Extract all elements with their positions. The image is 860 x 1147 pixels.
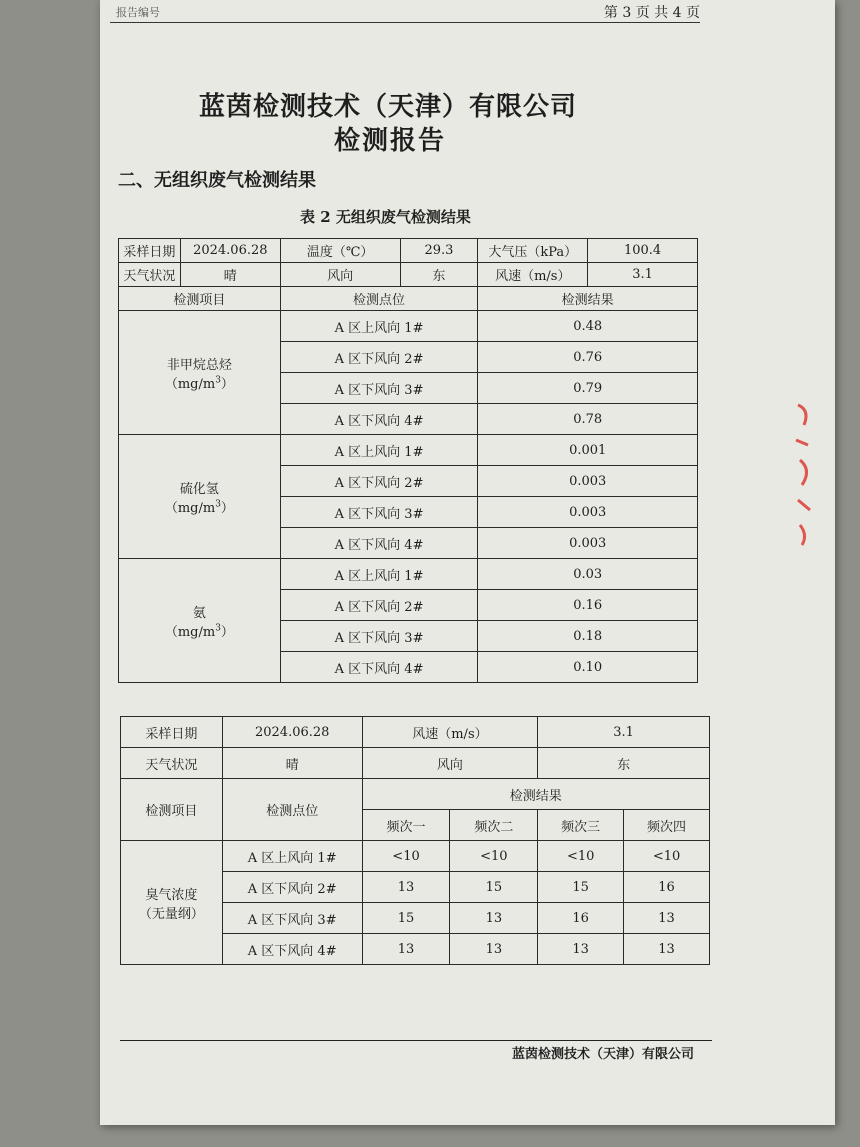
table-row bbox=[121, 841, 710, 872]
report-title: 检测报告 bbox=[333, 126, 446, 156]
wind-direction-value: 东 bbox=[538, 748, 710, 779]
result-cell: 0.003 bbox=[478, 497, 698, 528]
point-cell: A 区下风向 4# bbox=[280, 652, 478, 683]
item-cell bbox=[119, 311, 281, 435]
item-name: 氨 bbox=[192, 605, 206, 621]
weather-label: 天气状况 bbox=[121, 748, 223, 779]
header-result: 检测结果 bbox=[478, 287, 698, 311]
result-cell: 0.78 bbox=[478, 404, 698, 435]
result-cell: 0.001 bbox=[478, 435, 698, 466]
table-header-row bbox=[119, 287, 698, 311]
point-cell: A 区下风向 2# bbox=[280, 342, 478, 373]
item-cell bbox=[119, 559, 281, 683]
wind-direction-label: 风向 bbox=[280, 263, 400, 287]
item-cell bbox=[121, 841, 223, 965]
sampling-date-label: 采样日期 bbox=[121, 717, 223, 748]
result-cell: 15 bbox=[450, 872, 538, 903]
item-unit: $(mg/m^3)$ bbox=[164, 623, 234, 640]
result-cell: 0.79 bbox=[478, 373, 698, 404]
table-row bbox=[119, 435, 698, 466]
item-name: 硫化氢 bbox=[179, 481, 219, 497]
item-unit: $(mg/m^3)$ bbox=[164, 375, 234, 392]
exhaust-results-table bbox=[118, 238, 698, 683]
wind-speed-value: 3.1 bbox=[588, 263, 698, 287]
result-cell: 13 bbox=[450, 934, 538, 965]
header-item: 检测项目 bbox=[121, 779, 223, 841]
result-cell: 13 bbox=[450, 903, 538, 934]
wind-speed-value: 3.1 bbox=[538, 717, 710, 748]
result-cell: 0.10 bbox=[478, 652, 698, 683]
result-cell: 0.76 bbox=[478, 342, 698, 373]
result-cell: 15 bbox=[538, 872, 624, 903]
pressure-value: 100.4 bbox=[588, 239, 698, 263]
result-cell: 13 bbox=[362, 934, 450, 965]
company-title: 蓝茵检测技术（天津）有限公司 bbox=[198, 92, 577, 122]
footer-rule bbox=[120, 1040, 712, 1041]
point-cell: A 区下风向 3# bbox=[222, 903, 362, 934]
wind-direction-value: 东 bbox=[400, 263, 478, 287]
table-row bbox=[119, 239, 698, 263]
result-cell: <10 bbox=[624, 841, 710, 872]
odor-results-table bbox=[120, 716, 710, 965]
header-freq-2: 频次二 bbox=[450, 810, 538, 841]
point-cell: A 区下风向 3# bbox=[280, 621, 478, 652]
page-header bbox=[110, 0, 700, 23]
point-cell: A 区下风向 4# bbox=[280, 404, 478, 435]
item-name: 臭气浓度 bbox=[145, 887, 198, 903]
header-freq-4: 频次四 bbox=[624, 810, 710, 841]
section-title: 二、无组织废气检测结果 bbox=[118, 170, 316, 191]
result-cell: <10 bbox=[450, 841, 538, 872]
header-freq-3: 频次三 bbox=[538, 810, 624, 841]
result-cell: 0.03 bbox=[478, 559, 698, 590]
header-item: 检测项目 bbox=[119, 287, 281, 311]
result-cell: 13 bbox=[538, 934, 624, 965]
temperature-label: 温度（℃） bbox=[280, 239, 400, 263]
result-cell: 15 bbox=[362, 903, 450, 934]
point-cell: A 区下风向 4# bbox=[280, 528, 478, 559]
header-point: 检测点位 bbox=[222, 779, 362, 841]
table-row bbox=[121, 748, 710, 779]
sampling-date-label: 采样日期 bbox=[119, 239, 181, 263]
table-caption: 表 2 无组织废气检测结果 bbox=[300, 208, 471, 226]
report-number-label: 报告编号 bbox=[116, 6, 160, 19]
point-cell: A 区上风向 1# bbox=[280, 311, 478, 342]
wind-speed-label: 风速（m/s） bbox=[362, 717, 538, 748]
result-cell: 0.18 bbox=[478, 621, 698, 652]
item-unit: $(mg/m^3)$ bbox=[164, 499, 234, 516]
sampling-date-value: 2024.06.28 bbox=[180, 239, 280, 263]
result-cell: 0.003 bbox=[478, 466, 698, 497]
temperature-value: 29.3 bbox=[400, 239, 478, 263]
table-row bbox=[121, 717, 710, 748]
point-cell: A 区上风向 1# bbox=[222, 841, 362, 872]
weather-value: 晴 bbox=[180, 263, 280, 287]
table-row bbox=[119, 311, 698, 342]
table-row bbox=[119, 559, 698, 590]
result-cell: 0.003 bbox=[478, 528, 698, 559]
point-cell: A 区下风向 2# bbox=[280, 466, 478, 497]
table-header-row bbox=[121, 779, 710, 810]
point-cell: A 区上风向 1# bbox=[280, 435, 478, 466]
point-cell: A 区下风向 3# bbox=[280, 373, 478, 404]
header-point: 检测点位 bbox=[280, 287, 478, 311]
point-cell: A 区下风向 2# bbox=[222, 872, 362, 903]
result-cell: 0.16 bbox=[478, 590, 698, 621]
result-cell: 13 bbox=[624, 934, 710, 965]
item-name: 非甲烷总烃 bbox=[166, 357, 232, 373]
header-result: 检测结果 bbox=[362, 779, 709, 810]
wind-speed-label: 风速（m/s） bbox=[478, 263, 588, 287]
footer-company: 蓝茵检测技术（天津）有限公司 bbox=[512, 1047, 695, 1062]
point-cell: A 区上风向 1# bbox=[280, 559, 478, 590]
point-cell: A 区下风向 4# bbox=[222, 934, 362, 965]
result-cell: 0.48 bbox=[478, 311, 698, 342]
result-cell: 13 bbox=[362, 872, 450, 903]
result-cell: 16 bbox=[538, 903, 624, 934]
result-cell: <10 bbox=[362, 841, 450, 872]
result-cell: <10 bbox=[538, 841, 624, 872]
page-number: 第 3 页 共 4 页 bbox=[603, 5, 700, 21]
item-cell bbox=[119, 435, 281, 559]
header-freq-1: 频次一 bbox=[362, 810, 450, 841]
weather-label: 天气状况 bbox=[119, 263, 181, 287]
point-cell: A 区下风向 2# bbox=[280, 590, 478, 621]
weather-value: 晴 bbox=[222, 748, 362, 779]
result-cell: 13 bbox=[624, 903, 710, 934]
point-cell: A 区下风向 3# bbox=[280, 497, 478, 528]
pressure-label: 大气压（kPa） bbox=[478, 239, 588, 263]
result-cell: 16 bbox=[624, 872, 710, 903]
wind-direction-label: 风向 bbox=[362, 748, 538, 779]
table-row bbox=[119, 263, 698, 287]
sampling-date-value: 2024.06.28 bbox=[222, 717, 362, 748]
red-seal-stamp bbox=[790, 400, 820, 550]
item-unit: （无量纲） bbox=[138, 906, 204, 922]
